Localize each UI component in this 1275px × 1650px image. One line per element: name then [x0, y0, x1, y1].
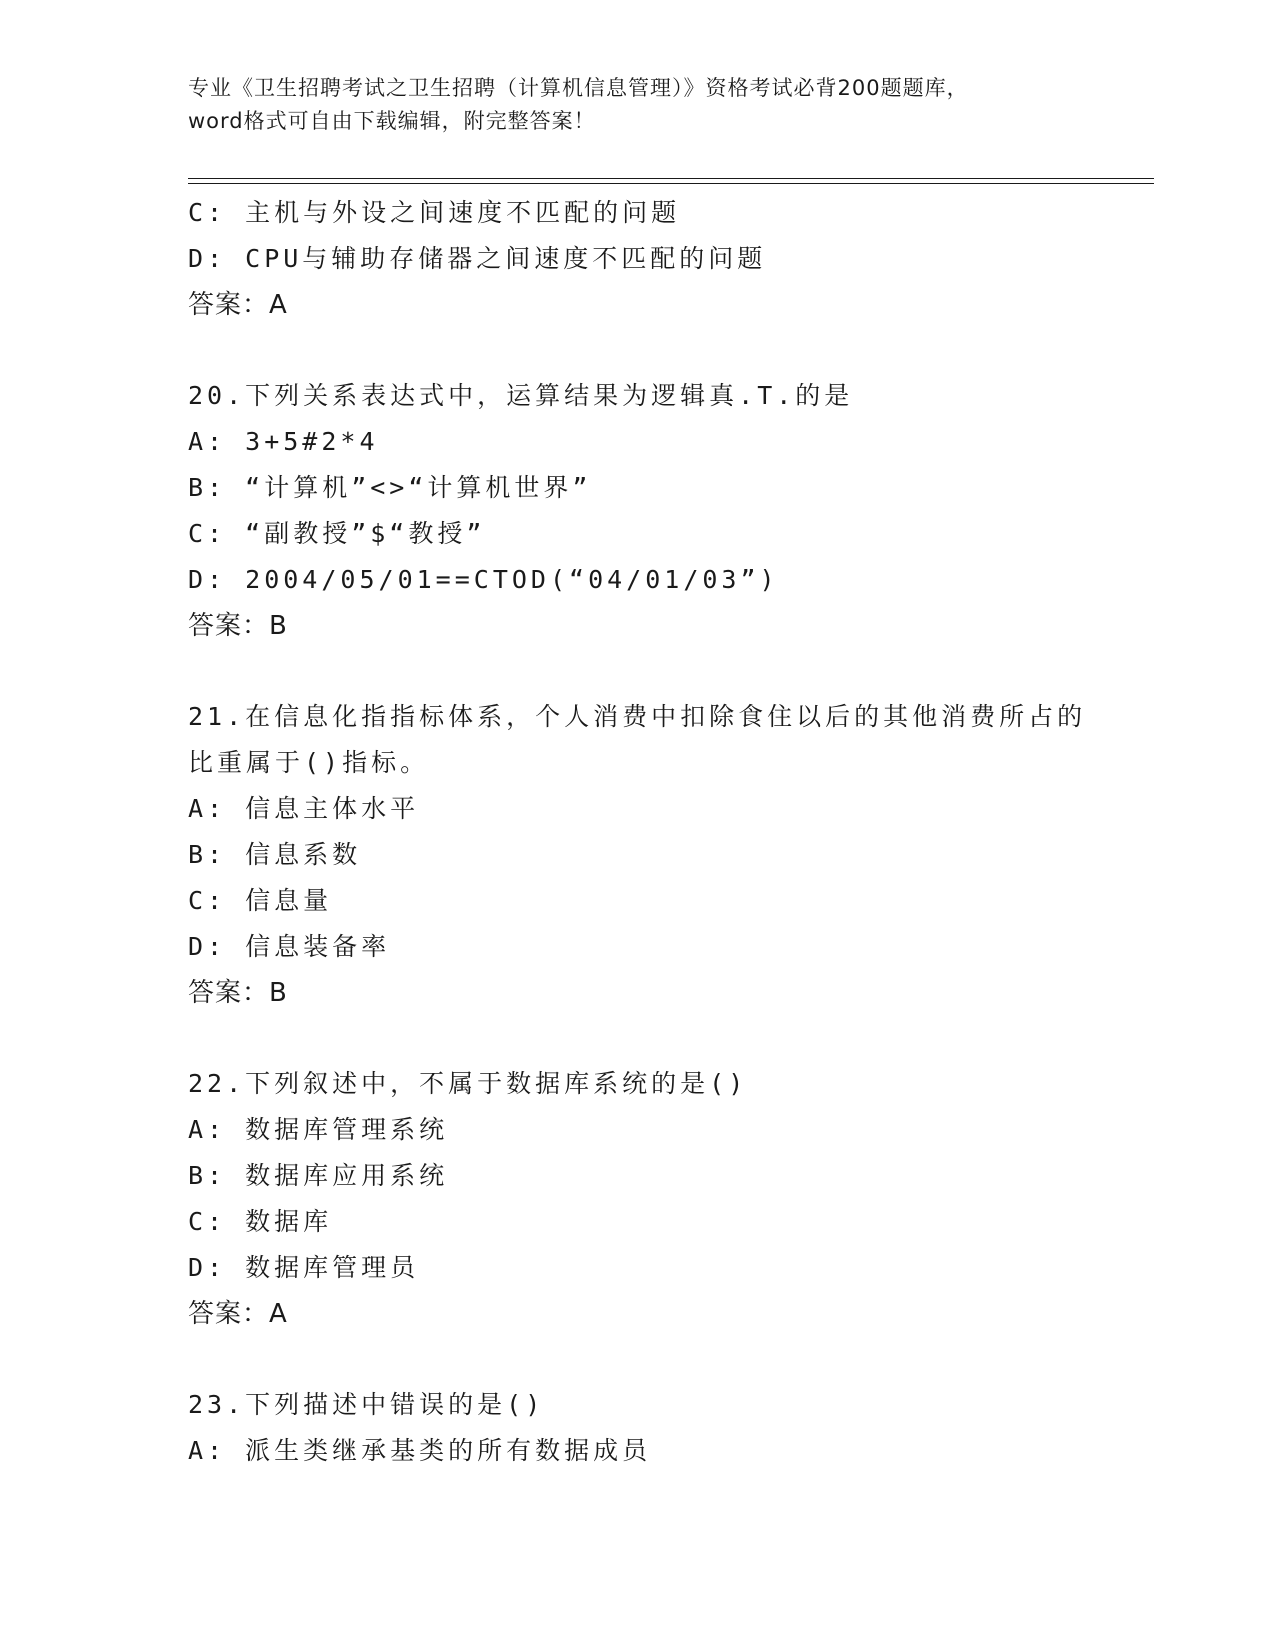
option-b: B: 信息系数	[188, 840, 362, 869]
answer-line: 答案：A	[188, 1299, 288, 1329]
answer-line: 答案：B	[188, 611, 288, 641]
spacer	[188, 649, 1068, 694]
header-title-line-2: word格式可自由下载编辑，附完整答案！	[188, 109, 596, 133]
document-header	[188, 72, 1088, 138]
header-rule-top	[188, 178, 1154, 179]
spacer	[188, 1016, 1068, 1061]
option-c: C: 数据库	[188, 1207, 333, 1236]
option-c: C: 主机与外设之间速度不匹配的问题	[188, 198, 681, 227]
question-stem-continued: 比重属于()指标。	[188, 748, 430, 777]
question-block-22	[188, 1061, 1068, 1337]
answer-line: 答案：A	[188, 290, 288, 320]
question-block-23	[188, 1382, 1068, 1474]
option-b: B: “计算机”<>“计算机世界”	[188, 473, 592, 502]
option-d: D: 信息装备率	[188, 932, 391, 961]
option-b: B: 数据库应用系统	[188, 1161, 449, 1190]
option-d: D: CPU与辅助存储器之间速度不匹配的问题	[188, 244, 767, 273]
option-c: C: 信息量	[188, 886, 333, 915]
option-a: A: 3+5#2*4	[188, 427, 379, 456]
option-c: C: “副教授”$“教授”	[188, 519, 486, 548]
question-block-continued	[188, 190, 1068, 328]
answer-line: 答案：B	[188, 978, 288, 1008]
option-a: A: 信息主体水平	[188, 794, 420, 823]
spacer	[188, 1337, 1068, 1382]
option-d: D: 2004/05/01==CTOD(“04/01/03”)	[188, 565, 779, 594]
question-stem: 20.下列关系表达式中，运算结果为逻辑真.T.的是	[188, 381, 854, 410]
question-block-20	[188, 373, 1068, 649]
header-title-line-1: 专业《卫生招聘考试之卫生招聘（计算机信息管理）》资格考试必背200题题库，	[188, 76, 969, 100]
option-d: D: 数据库管理员	[188, 1253, 420, 1282]
question-stem: 22.下列叙述中，不属于数据库系统的是()	[188, 1069, 748, 1098]
spacer	[188, 328, 1068, 373]
question-list	[188, 190, 1087, 1474]
option-a: A: 数据库管理系统	[188, 1115, 449, 1144]
question-stem: 23.下列描述中错误的是()	[188, 1390, 545, 1419]
option-a: A: 派生类继承基类的所有数据成员	[188, 1436, 652, 1465]
question-block-21	[188, 694, 1087, 1016]
question-stem: 21.在信息化指指标体系，个人消费中扣除食住以后的其他消费所占的	[188, 702, 1087, 731]
header-rule-bottom	[188, 183, 1154, 184]
